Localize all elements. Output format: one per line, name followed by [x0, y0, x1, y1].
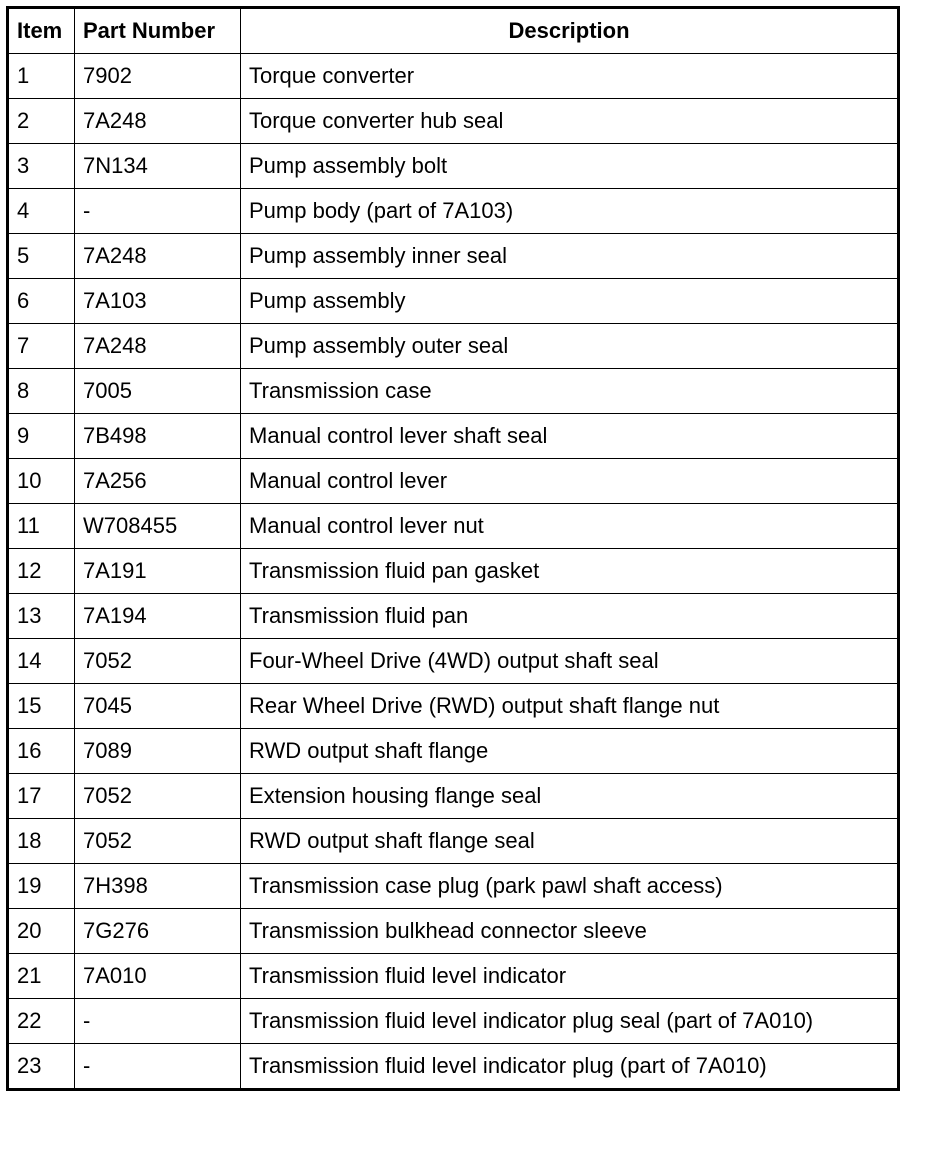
part-number-cell: 7052: [75, 774, 241, 819]
table-row: [8, 459, 899, 504]
item-cell: 1: [8, 54, 75, 99]
part-number-cell: 7A256: [75, 459, 241, 504]
parts-table: [6, 6, 900, 1091]
table-row: [8, 504, 899, 549]
description-cell: Manual control lever shaft seal: [241, 414, 899, 459]
item-cell: 20: [8, 909, 75, 954]
table-row: [8, 234, 899, 279]
item-cell: 10: [8, 459, 75, 504]
part-number-cell: 7045: [75, 684, 241, 729]
description-cell: Transmission case plug (park pawl shaft access): [241, 864, 899, 909]
part-number-cell: -: [75, 1044, 241, 1090]
parts-table-header: [8, 8, 899, 54]
header-row: [8, 8, 899, 54]
part-number-cell: 7902: [75, 54, 241, 99]
header-description: Description: [241, 8, 899, 54]
item-cell: 23: [8, 1044, 75, 1090]
item-cell: 3: [8, 144, 75, 189]
item-cell: 11: [8, 504, 75, 549]
part-number-cell: 7A010: [75, 954, 241, 999]
description-cell: Pump assembly outer seal: [241, 324, 899, 369]
item-cell: 2: [8, 99, 75, 144]
description-cell: Four-Wheel Drive (4WD) output shaft seal: [241, 639, 899, 684]
part-number-cell: 7A191: [75, 549, 241, 594]
item-cell: 18: [8, 819, 75, 864]
table-row: [8, 549, 899, 594]
description-cell: Pump assembly: [241, 279, 899, 324]
table-row: [8, 54, 899, 99]
part-number-cell: 7A248: [75, 99, 241, 144]
description-cell: Torque converter: [241, 54, 899, 99]
item-cell: 5: [8, 234, 75, 279]
table-row: [8, 819, 899, 864]
part-number-cell: W708455: [75, 504, 241, 549]
item-cell: 22: [8, 999, 75, 1044]
description-cell: Pump body (part of 7A103): [241, 189, 899, 234]
table-row: [8, 729, 899, 774]
item-cell: 14: [8, 639, 75, 684]
description-cell: RWD output shaft flange seal: [241, 819, 899, 864]
item-cell: 21: [8, 954, 75, 999]
header-part-number: Part Number: [75, 8, 241, 54]
part-number-cell: 7052: [75, 819, 241, 864]
part-number-cell: 7A248: [75, 234, 241, 279]
description-cell: Pump assembly bolt: [241, 144, 899, 189]
table-row: [8, 324, 899, 369]
item-cell: 16: [8, 729, 75, 774]
description-cell: Pump assembly inner seal: [241, 234, 899, 279]
table-row: [8, 999, 899, 1044]
description-cell: Transmission fluid level indicator: [241, 954, 899, 999]
part-number-cell: 7052: [75, 639, 241, 684]
part-number-cell: -: [75, 189, 241, 234]
part-number-cell: 7A248: [75, 324, 241, 369]
table-row: [8, 639, 899, 684]
table-row: [8, 99, 899, 144]
table-row: [8, 684, 899, 729]
description-cell: Transmission bulkhead connector sleeve: [241, 909, 899, 954]
table-row: [8, 909, 899, 954]
description-cell: Extension housing flange seal: [241, 774, 899, 819]
item-cell: 12: [8, 549, 75, 594]
table-row: [8, 414, 899, 459]
table-row: [8, 594, 899, 639]
item-cell: 15: [8, 684, 75, 729]
item-cell: 17: [8, 774, 75, 819]
parts-table-body: [8, 54, 899, 1090]
part-number-cell: 7H398: [75, 864, 241, 909]
description-cell: Transmission fluid pan: [241, 594, 899, 639]
part-number-cell: 7A194: [75, 594, 241, 639]
table-row: [8, 774, 899, 819]
table-row: [8, 1044, 899, 1090]
description-cell: Transmission case: [241, 369, 899, 414]
part-number-cell: 7005: [75, 369, 241, 414]
description-cell: Manual control lever: [241, 459, 899, 504]
description-cell: Transmission fluid pan gasket: [241, 549, 899, 594]
part-number-cell: -: [75, 999, 241, 1044]
item-cell: 9: [8, 414, 75, 459]
table-row: [8, 369, 899, 414]
table-row: [8, 144, 899, 189]
table-row: [8, 279, 899, 324]
header-item: Item: [8, 8, 75, 54]
description-cell: Rear Wheel Drive (RWD) output shaft flange nut: [241, 684, 899, 729]
description-cell: Transmission fluid level indicator plug seal (part of 7A010): [241, 999, 899, 1044]
item-cell: 8: [8, 369, 75, 414]
part-number-cell: 7N134: [75, 144, 241, 189]
table-row: [8, 954, 899, 999]
item-cell: 6: [8, 279, 75, 324]
table-row: [8, 189, 899, 234]
description-cell: Torque converter hub seal: [241, 99, 899, 144]
part-number-cell: 7B498: [75, 414, 241, 459]
part-number-cell: 7A103: [75, 279, 241, 324]
item-cell: 4: [8, 189, 75, 234]
description-cell: Transmission fluid level indicator plug (part of 7A010): [241, 1044, 899, 1090]
part-number-cell: 7089: [75, 729, 241, 774]
description-cell: RWD output shaft flange: [241, 729, 899, 774]
table-row: [8, 864, 899, 909]
description-cell: Manual control lever nut: [241, 504, 899, 549]
item-cell: 7: [8, 324, 75, 369]
part-number-cell: 7G276: [75, 909, 241, 954]
item-cell: 13: [8, 594, 75, 639]
item-cell: 19: [8, 864, 75, 909]
